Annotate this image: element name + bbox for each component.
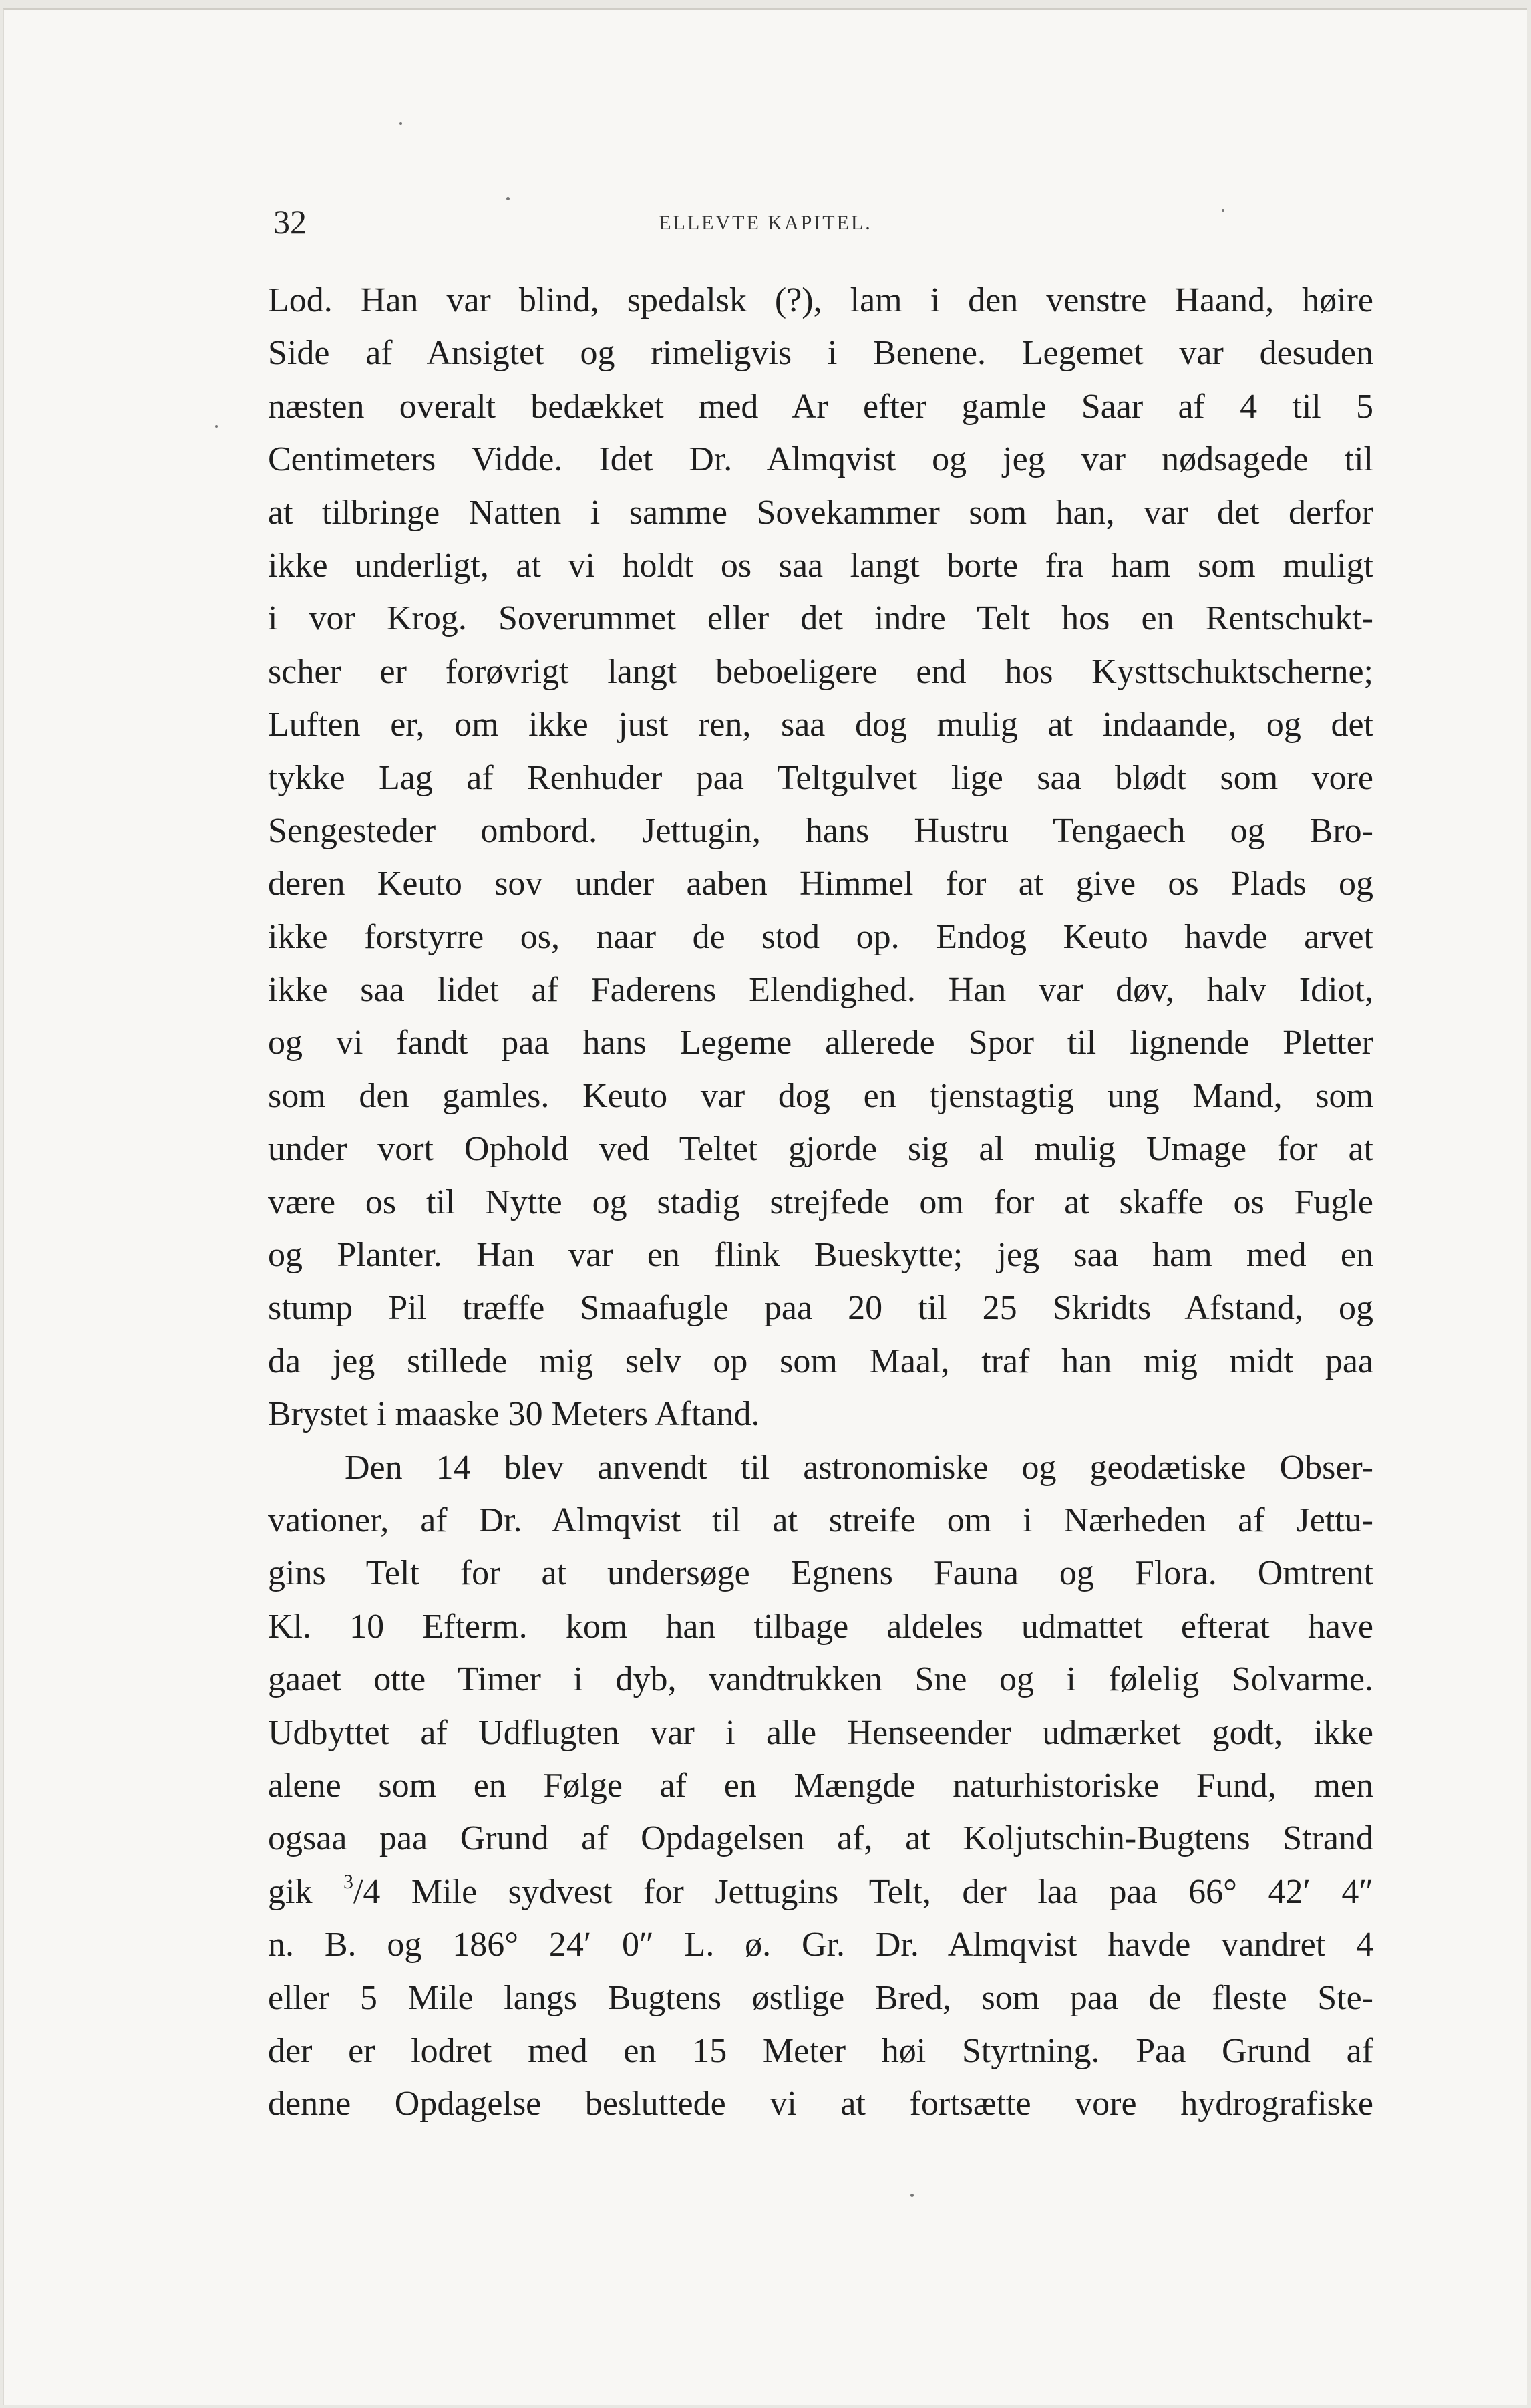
text-line: Side af Ansigtet og rimeligvis i Benene. Legemet var desuden: [268, 334, 1373, 373]
paper-speck: [215, 425, 218, 428]
text-line: n. B. og 186° 24′ 0″ L. ø. Gr. Dr. Almqvist havde vandret 4: [268, 1926, 1373, 1964]
text-line: ikke underligt, at vi holdt os saa langt borte fra ham som muligt: [268, 546, 1373, 585]
text-line: næsten overalt bedækket med Ar efter gamle Saar af 4 til 5: [268, 387, 1373, 426]
text-line: være os til Nytte og stadig strejfede om for at skaffe os Fugle: [268, 1183, 1373, 1221]
fraction-numerator: 3: [343, 1870, 353, 1893]
text-line: alene som en Følge af en Mængde naturhistoriske Fund, men: [268, 1766, 1373, 1805]
paragraph-2: [268, 1441, 1373, 1865]
text-line-fraction: gik $^3$/4 Mile sydvest for Jettugins Telt, der laa paa 66° 42′ 4″: [268, 1870, 1373, 1911]
text-line: ikke saa lidet af Faderens Elendighed. Han var døv, halv Idiot,: [268, 971, 1373, 1010]
text-line: i vor Krog. Soverummet eller det indre Telt hos en Rentschukt-: [268, 599, 1373, 638]
text-line: at tilbringe Natten i samme Sovekammer som han, var det derfor: [268, 493, 1373, 532]
text-line: ikke forstyrre os, naar de stod op. Endog Keuto havde arvet: [268, 917, 1373, 956]
paper-speck: [910, 2194, 914, 2197]
body-text: [268, 274, 1373, 2131]
page-number: 32: [273, 203, 307, 241]
text-line: Centimeters Vidde. Idet Dr. Almqvist og jeg var nødsagede til: [268, 440, 1373, 479]
text-line: som den gamles. Keuto var dog en tjenstagtig ung Mand, som: [268, 1076, 1373, 1115]
text-line: Lod. Han var blind, spedalsk (?), lam i den venstre Haand, høire: [268, 281, 1373, 319]
text-line: Udbyttet af Udflugten var i alle Henseender udmærket godt, ikke: [268, 1713, 1373, 1752]
text-line: og Planter. Han var en flink Bueskytte; jeg saa ham med en: [268, 1236, 1373, 1275]
text-line: og vi fandt paa hans Legeme allerede Spor til lignende Pletter: [268, 1024, 1373, 1062]
paper-speck: [399, 122, 402, 125]
paper-speck: [1222, 209, 1224, 212]
text-line: gaaet otte Timer i dyb, vandtrukken Sne og i følelig Solvarme.: [268, 1660, 1373, 1699]
text-line: Brystet i maaske 30 Meters Aftand.: [268, 1395, 760, 1434]
text-line: deren Keuto sov under aaben Himmel for at give os Plads og: [268, 865, 1373, 903]
text-line: denne Opdagelse besluttede vi at fortsætte vore hydrografiske: [268, 2085, 1373, 2123]
text-line: under vort Ophold ved Teltet gjorde sig al mulig Umage for at: [268, 1130, 1373, 1169]
closing-lines: [268, 1918, 1373, 2131]
running-head: ELLEVTE KAPITEL.: [659, 212, 872, 234]
text-line: gins Telt for at undersøge Egnens Fauna og Flora. Omtrent: [268, 1554, 1373, 1593]
text-line: stump Pil træffe Smaafugle paa 20 til 25 Skridts Afstand, og: [268, 1289, 1373, 1328]
page-header: [4, 202, 1527, 243]
text-line: scher er forøvrigt langt beboeligere end hos Kysttschuktscherne;: [268, 652, 1373, 691]
paragraph-1: [268, 274, 1373, 1441]
text-line: eller 5 Mile langs Bugtens østlige Bred, som paa de fleste Ste-: [268, 1978, 1373, 2017]
text-line: da jeg stillede mig selv op som Maal, traf han mig midt paa: [268, 1342, 1373, 1380]
text-line: der er lodret med en 15 Meter høi Styrtning. Paa Grund af: [268, 2031, 1373, 2070]
text-line: Sengesteder ombord. Jettugin, hans Hustru Tengaech og Bro-: [268, 811, 1373, 850]
text-line: ogsaa paa Grund af Opdagelsen af, at Koljutschin-Bugtens Strand: [268, 1819, 1373, 1858]
text-line: tykke Lag af Renhuder paa Teltgulvet lige saa blødt som vore: [268, 758, 1373, 797]
book-page: [3, 8, 1527, 2405]
text-line: Luften er, om ikke just ren, saa dog mulig at indaande, og det: [268, 706, 1373, 744]
text-line: vationer, af Dr. Almqvist til at streife om i Nærheden af Jettu-: [268, 1501, 1373, 1539]
text-line: Kl. 10 Efterm. kom han tilbage aldeles udmattet efterat have: [268, 1607, 1373, 1646]
paper-speck: [506, 197, 510, 200]
text-line: Den 14 blev anvendt til astronomiske og geodætiske Obser-: [345, 1448, 1373, 1487]
